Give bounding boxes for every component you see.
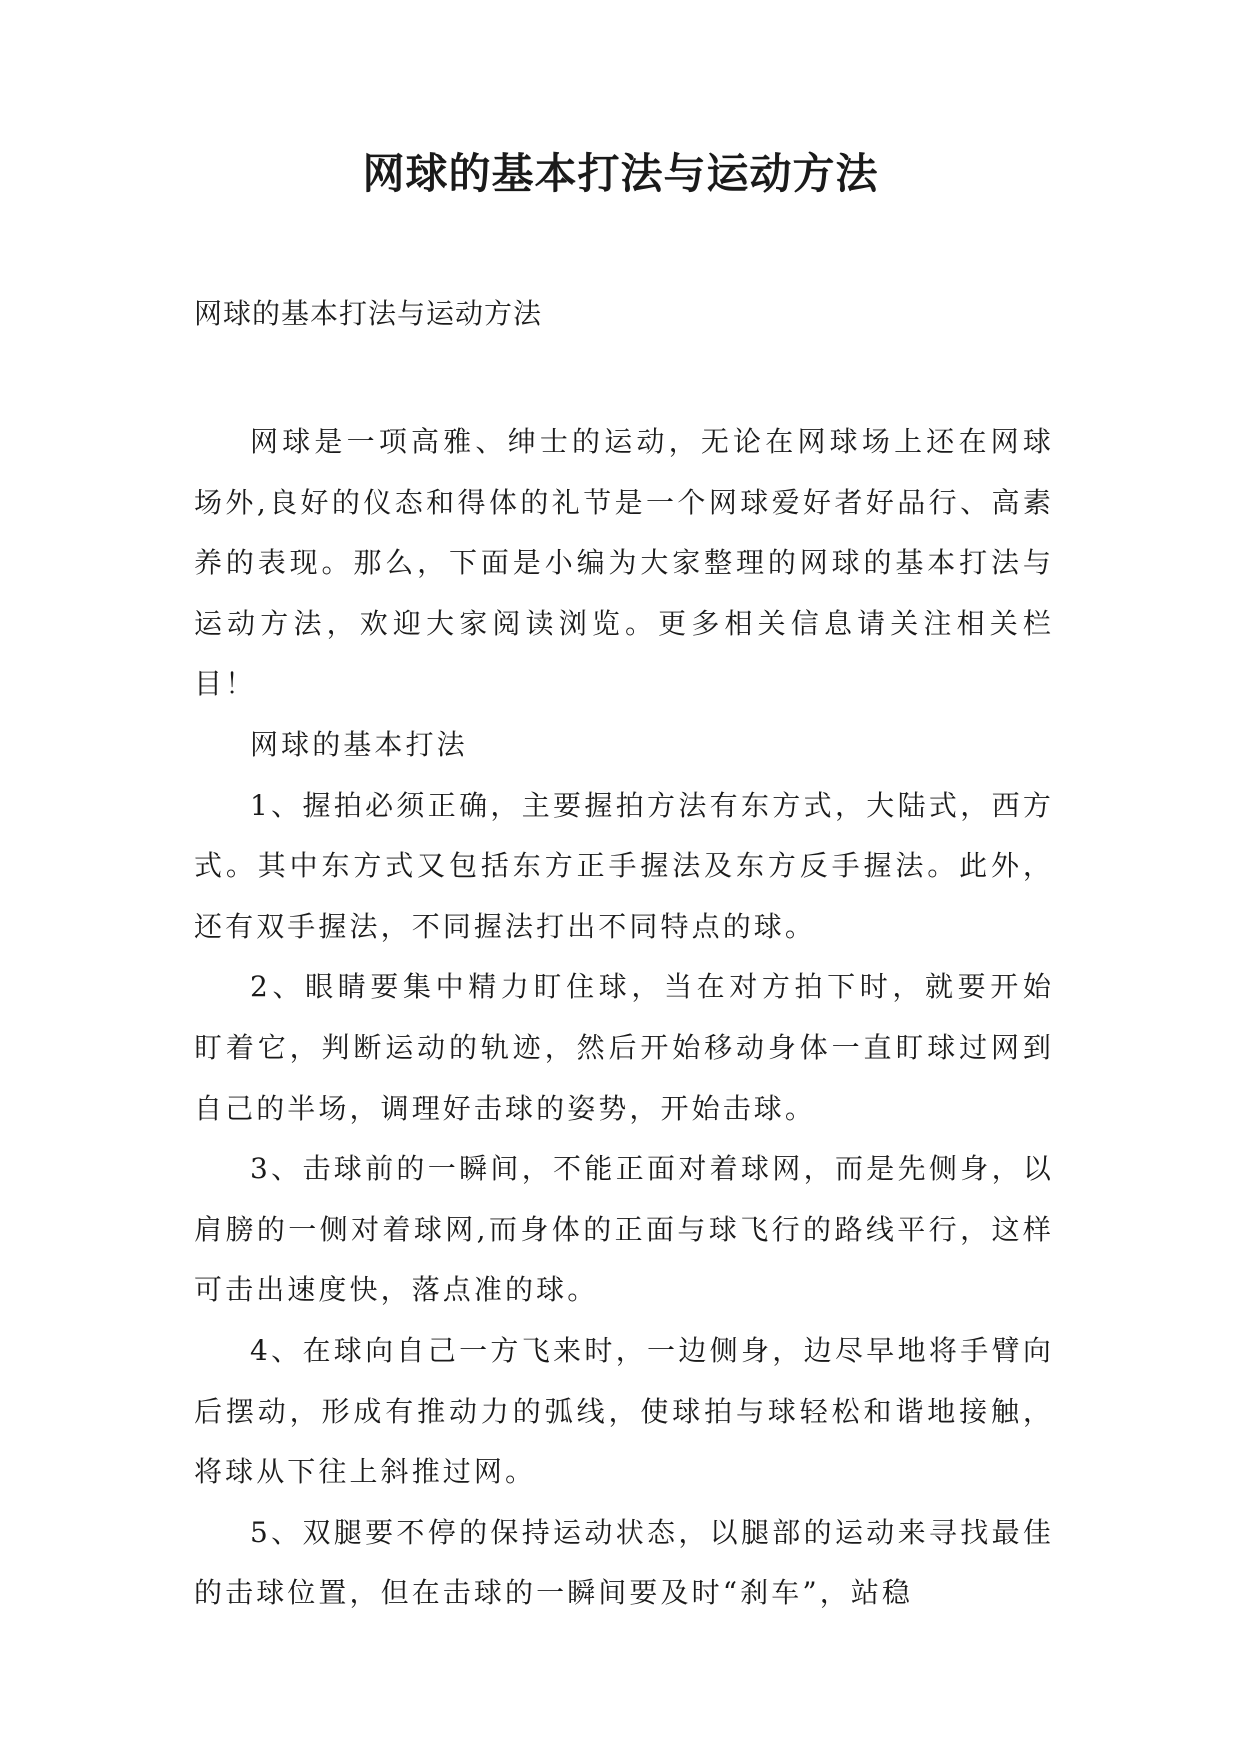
body-paragraph: 5、双腿要不停的保持运动状态，以腿部的运动来寻找最佳的击球位置，但在击球的一瞬间要及时“刹车”，站稳 (194, 1515, 1054, 1610)
document-title: 网球的基本打法与运动方法 (362, 149, 879, 198)
document-subtitle: 网球的基本打法与运动方法 (194, 297, 543, 330)
body-paragraph: 1、握拍必须正确，主要握拍方法有东方式，大陆式，西方式。其中东方式又包括东方正手握法及东方反手握法。此外，还有双手握法，不同握法打出不同特点的球。 (194, 788, 1054, 943)
body-paragraph: 3、击球前的一瞬间，不能正面对着球网，而是先侧身，以肩膀的一侧对着球网,而身体的正面与球飞行的路线平行，这样可击出速度快，落点准的球。 (194, 1152, 1054, 1307)
body-paragraph: 2、眼睛要集中精力盯住球，当在对方拍下时，就要开始 盯着它，判断运动的轨迹，然后开始移动身体一直盯球过网到自己的半场，调理好击球的姿势，开始击球。 (194, 970, 1054, 1125)
intro-paragraph: 网球是一项高雅、绅士的运动，无论在网球场上还在网球场外,良好的仪态和得体的礼节是一个网球爱好者好品行、高素养的表现。那么，下面是小编为大家整理的网球的基本打法与运动方法，欢迎大家阅读浏览。更多相关信息请关注相关栏目！ (194, 425, 1054, 701)
body-paragraph: 4、在球向自己一方飞来时，一边侧身，边尽早地将手臂向后摆动，形成有推动力的弧线，使球拍与球轻松和谐地接触，将球从下往上斜推过网。 (194, 1333, 1054, 1489)
document-body (194, 412, 1054, 1624)
section-heading: 网球的基本打法 (250, 727, 468, 761)
